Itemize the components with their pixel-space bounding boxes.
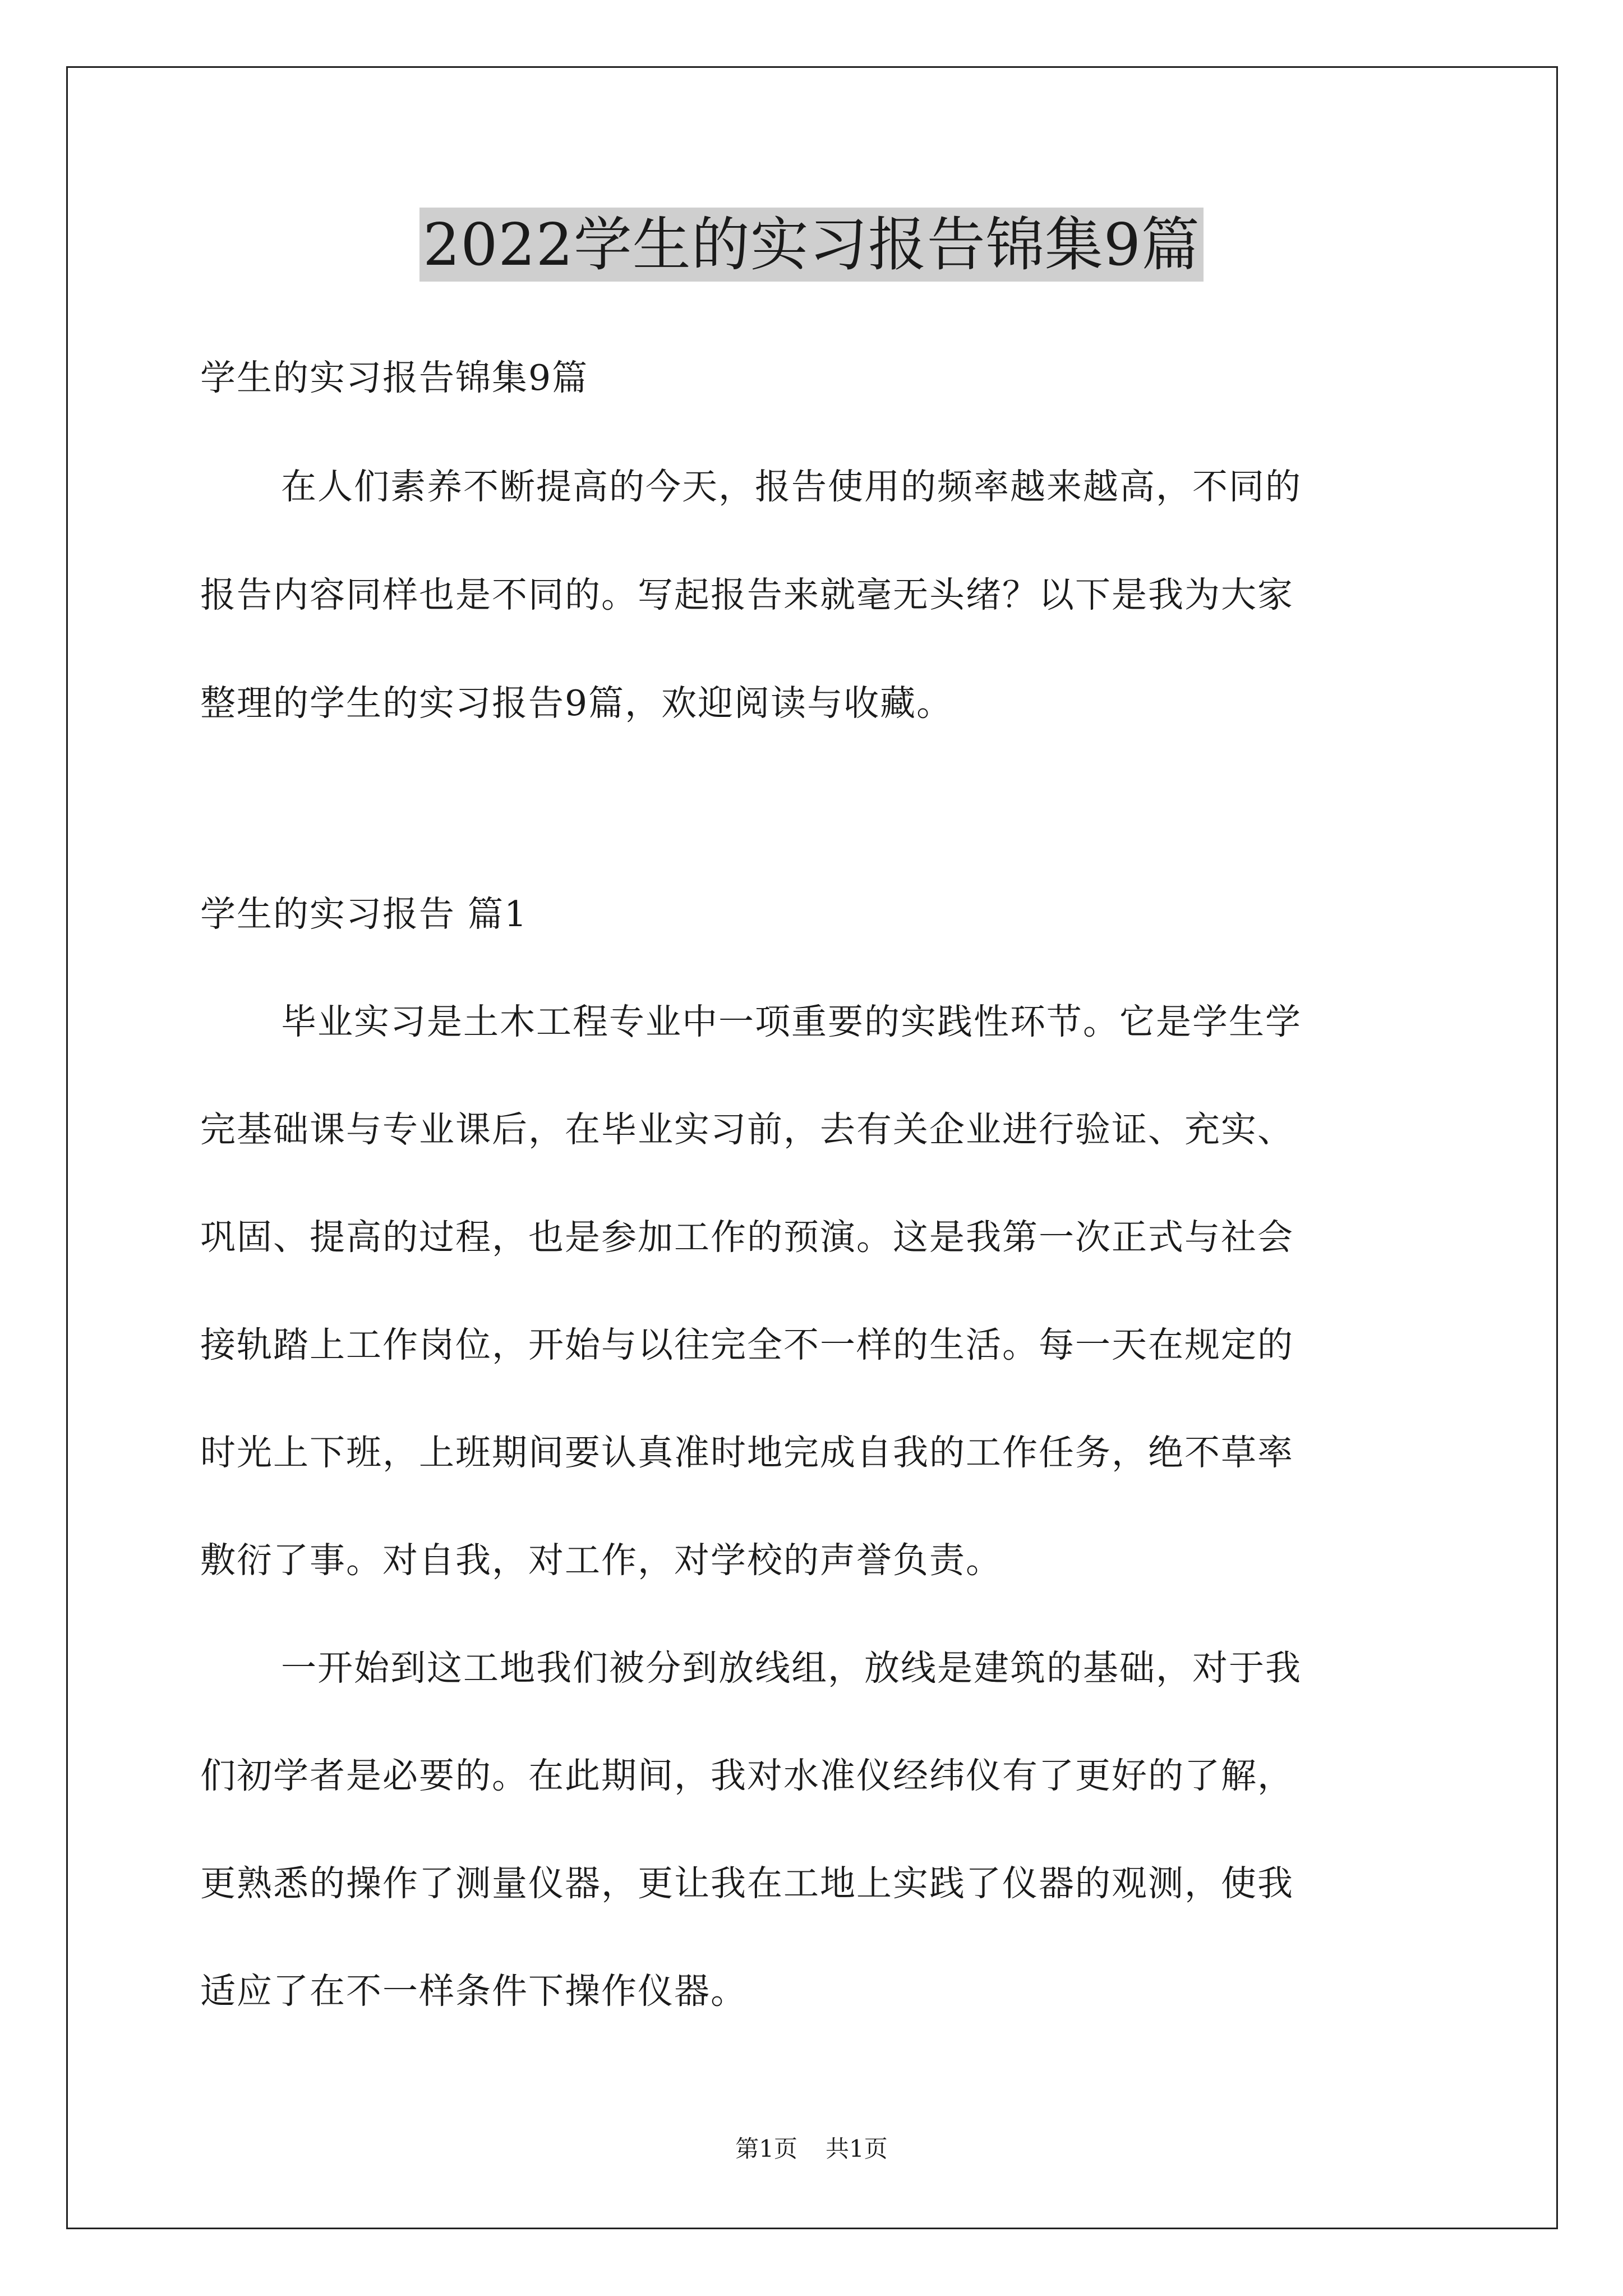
paragraph-line: 适应了在不一样条件下操作仪器。: [200, 1971, 747, 2012]
paragraph-line: 巩固、提高的过程，也是参加工作的预演。这是我第一次正式与社会: [200, 1217, 1294, 1258]
page-footer: [0, 2133, 1623, 2165]
intro-line: 报告内容同样也是不同的。写起报告来就毫无头绪？以下是我为大家: [200, 574, 1294, 615]
document-title: 2022学生的实习报告锦集9篇: [419, 208, 1204, 282]
paragraph-line: 更熟悉的操作了测量仪器，更让我在工地上实践了仪器的观测，使我: [200, 1863, 1294, 1904]
page-total: 共1页: [826, 2135, 888, 2162]
paragraph-line: 毕业实习是土木工程专业中一项重要的实践性环节。它是学生学: [281, 1001, 1302, 1042]
intro-line: 在人们素养不断提高的今天，报告使用的频率越来越高，不同的: [281, 466, 1302, 507]
document-subtitle: 学生的实习报告锦集9篇: [200, 357, 589, 398]
title-container: [0, 208, 1623, 282]
paragraph-line: 敷衍了事。对自我，对工作，对学校的声誉负责。: [200, 1540, 1002, 1581]
page-number: 第1页: [735, 2135, 797, 2162]
paragraph-line: 接轨踏上工作岗位，开始与以往完全不一样的生活。每一天在规定的: [200, 1324, 1294, 1365]
paragraph-line: 一开始到这工地我们被分到放线组，放线是建筑的基础，对于我: [281, 1648, 1302, 1688]
section-heading: 学生的实习报告 篇1: [200, 894, 528, 935]
paragraph-line: 时光上下班，上班期间要认真准时地完成自我的工作任务，绝不草率: [200, 1432, 1294, 1473]
intro-line: 整理的学生的实习报告9篇，欢迎阅读与收藏。: [200, 683, 953, 724]
paragraph-line: 完基础课与专业课后，在毕业实习前，去有关企业进行验证、充实、: [200, 1109, 1294, 1150]
paragraph-line: 们初学者是必要的。在此期间，我对水准仪经纬仪有了更好的了解，: [200, 1755, 1294, 1796]
